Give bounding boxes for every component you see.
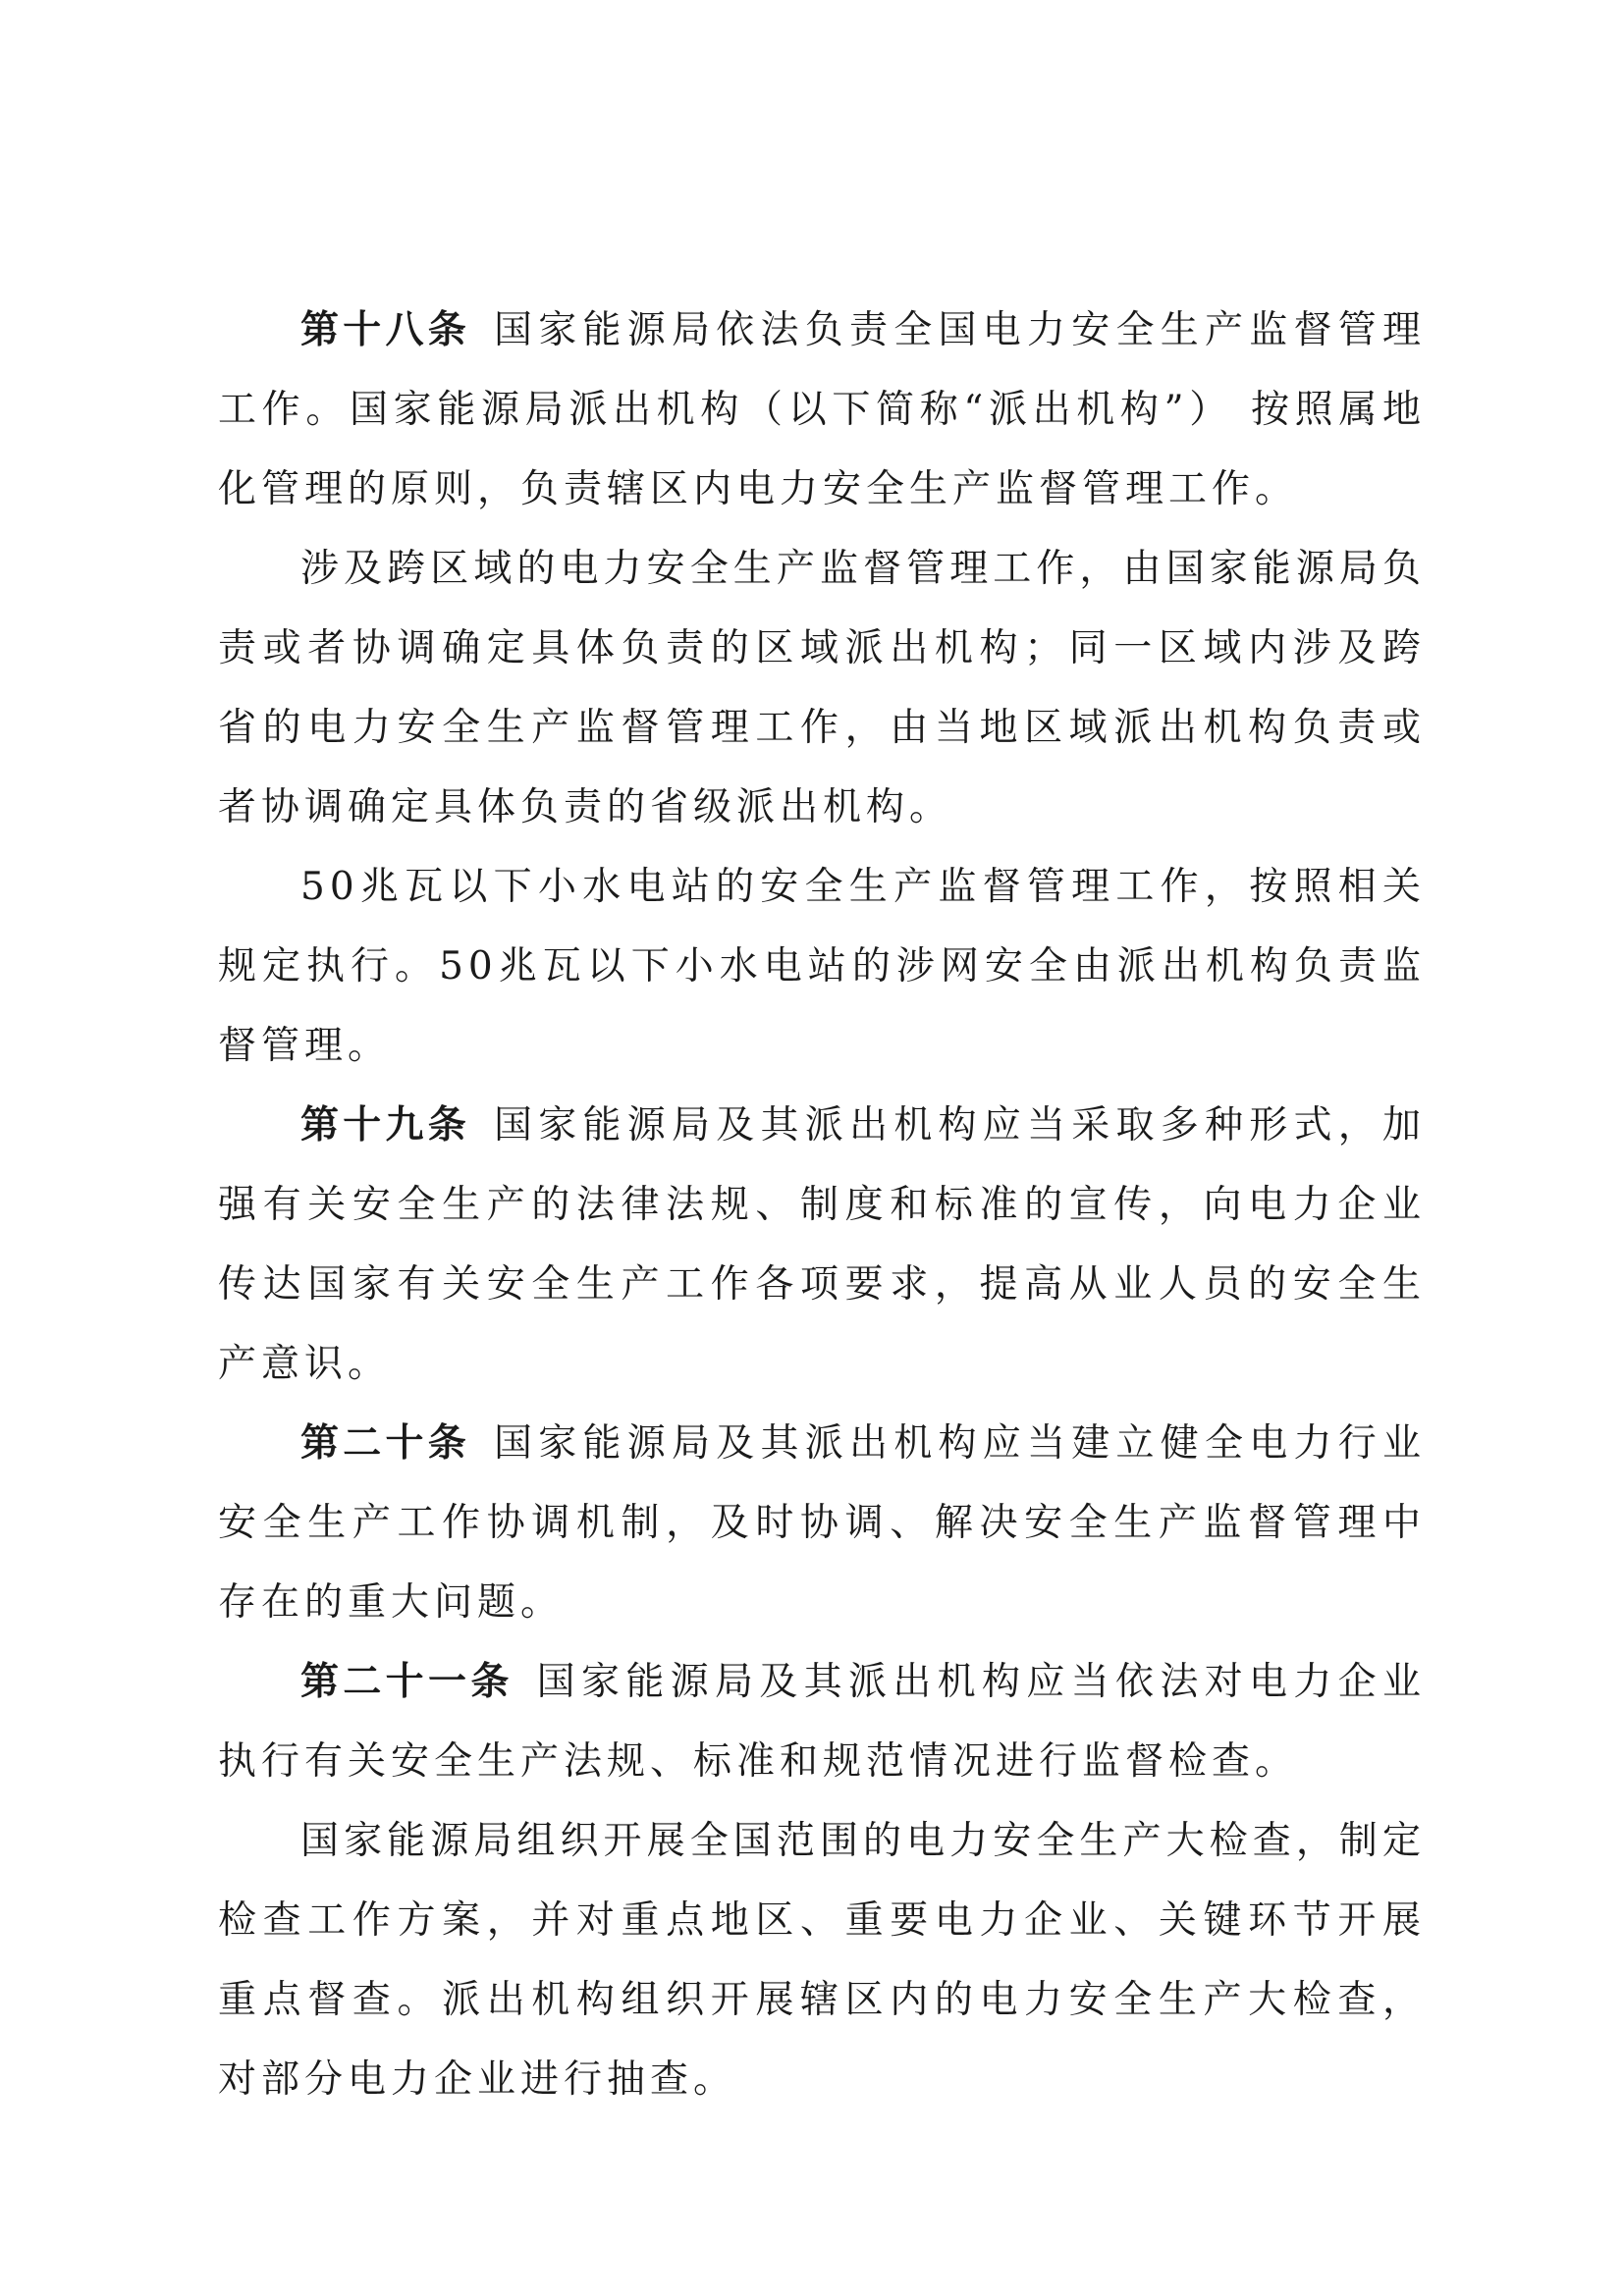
article-title-20: 第二十条 [300,1421,470,1466]
article-title-18: 第十八条 [300,308,470,352]
paragraph-article-21 [218,1642,1426,1801]
paragraph-text: 国家能源局及其派出机构应当采取多种形式，加强有关安全生产的法律法规、制度和标准的宣传，向电力企业传达国家有关安全生产工作各项要求，提高从业人员的安全生产意识。 [218,1103,1426,1386]
paragraph-text: 50兆瓦以下小水电站的安全生产监督管理工作，按照相关规定执行。50兆瓦以下小水电站的涉网安全由派出机构负责监督管理。 [218,865,1426,1068]
paragraph-small-hydro [218,847,1426,1086]
paragraph-text: 国家能源局及其派出机构应当依法对电力企业执行有关安全生产法规、标准和规范情况进行监督检查。 [218,1660,1426,1784]
article-title-21: 第二十一条 [300,1660,514,1704]
document-body [218,291,1426,2119]
paragraph-cross-region [218,529,1426,847]
paragraph-text: 涉及跨区域的电力安全生产监督管理工作，由国家能源局负责或者协调确定具体负责的区域派出机构；同一区域内涉及跨省的电力安全生产监督管理工作，由当地区域派出机构负责或者协调确定具体负责的省级派出机构。 [218,547,1426,829]
paragraph-article-20 [218,1404,1426,1642]
paragraph-inspection [218,1801,1426,2119]
paragraph-text: 国家能源局组织开展全国范围的电力安全生产大检查，制定检查工作方案，并对重点地区、重要电力企业、关键环节开展重点督查。派出机构组织开展辖区内的电力安全生产大检查，对部分电力企业进行抽查。 [218,1819,1426,2102]
paragraph-article-18 [218,291,1426,529]
article-title-19: 第十九条 [300,1103,470,1148]
paragraph-text: 国家能源局及其派出机构应当建立健全电力行业安全生产工作协调机制，及时协调、解决安全生产监督管理中存在的重大问题。 [218,1421,1426,1625]
paragraph-article-19 [218,1086,1426,1404]
paragraph-text: 国家能源局依法负责全国电力安全生产监督管理工作。国家能源局派出机构（以下简称“派出机构”） 按照属地化管理的原则，负责辖区内电力安全生产监督管理工作。 [218,308,1426,511]
